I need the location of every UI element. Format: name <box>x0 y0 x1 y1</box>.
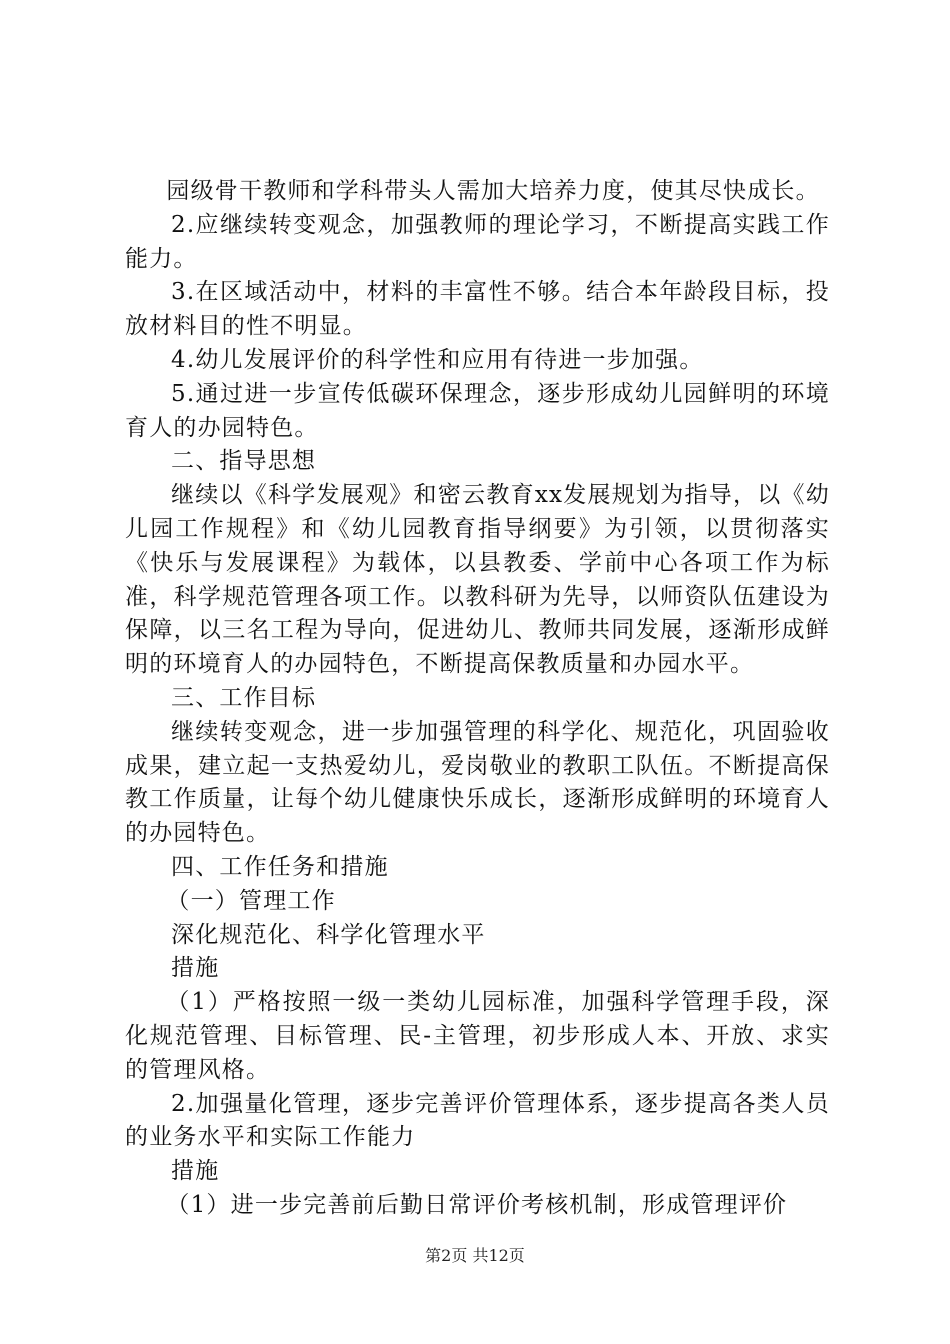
paragraph-2: 2.应继续转变观念，加强教师的理论学习，不断提高实践工作能力。 <box>125 211 830 272</box>
section-heading-guiding-thought: 二、指导思想 <box>171 448 317 475</box>
paragraph-quantitative-management: 2.加强量化管理，逐步完善评价管理体系，逐步提高各类人员的业务水平和实际工作能力 <box>125 1090 830 1151</box>
measures-label-1: 措施 <box>171 955 220 982</box>
section-heading-work-goals: 三、工作目标 <box>171 684 317 711</box>
measures-label-2: 措施 <box>171 1158 220 1185</box>
paragraph-5: 5.通过进一步宣传低碳环保理念，逐步形成幼儿园鲜明的环境育人的办园特色。 <box>125 380 830 441</box>
paragraph-management-level: 深化规范化、科学化管理水平 <box>171 921 486 948</box>
paragraph-guiding-thought: 继续以《科学发展观》和密云教育xx发展规划为指导，以《幼儿园工作规程》和《幼儿园教育指导纲要》为引领，以贯彻落实《快乐与发展课程》为载体，以县教委、学前中心各项工作为标准，科学规范管理各项工作。以教科研为先导，以师资队伍建设为保障，以三名工程为导向，促进幼儿、教师共同发展，逐渐形成鲜明的环境育人的办园特色，不断提高保教质量和办园水平。 <box>125 482 830 678</box>
paragraph-work-goals: 继续转变观念，进一步加强管理的科学化、规范化，巩固验收成果，建立起一支热爱幼儿，爱岗敬业的教职工队伍。不断提高保教工作质量，让每个幼儿健康快乐成长，逐渐形成鲜明的环境育人的办园特色。 <box>125 718 830 847</box>
section-heading-tasks: 四、工作任务和措施 <box>171 853 389 880</box>
document-body <box>125 175 830 1223</box>
paragraph-4: 4.幼儿发展评价的科学性和应用有待进一步加强。 <box>171 346 704 373</box>
subheading-management: （一）管理工作 <box>166 887 336 914</box>
paragraph-3: 3.在区域活动中，材料的丰富性不够。结合本年龄段目标，投放材料目的性不明显。 <box>125 279 830 340</box>
paragraph-measure-1: （1）严格按照一级一类幼儿园标准，加强科学管理手段，深化规范管理、目标管理、民-主管理，初步形成人本、开放、求实的管理风格。 <box>125 989 830 1083</box>
page-footer: 第2页 共12页 <box>425 1246 525 1265</box>
paragraph-1: 园级骨干教师和学科带头人需加大培养力度，使其尽快成长。 <box>166 178 820 204</box>
paragraph-measure-2: （1）进一步完善前后勤日常评价考核机制，形成管理评价 <box>166 1191 788 1218</box>
